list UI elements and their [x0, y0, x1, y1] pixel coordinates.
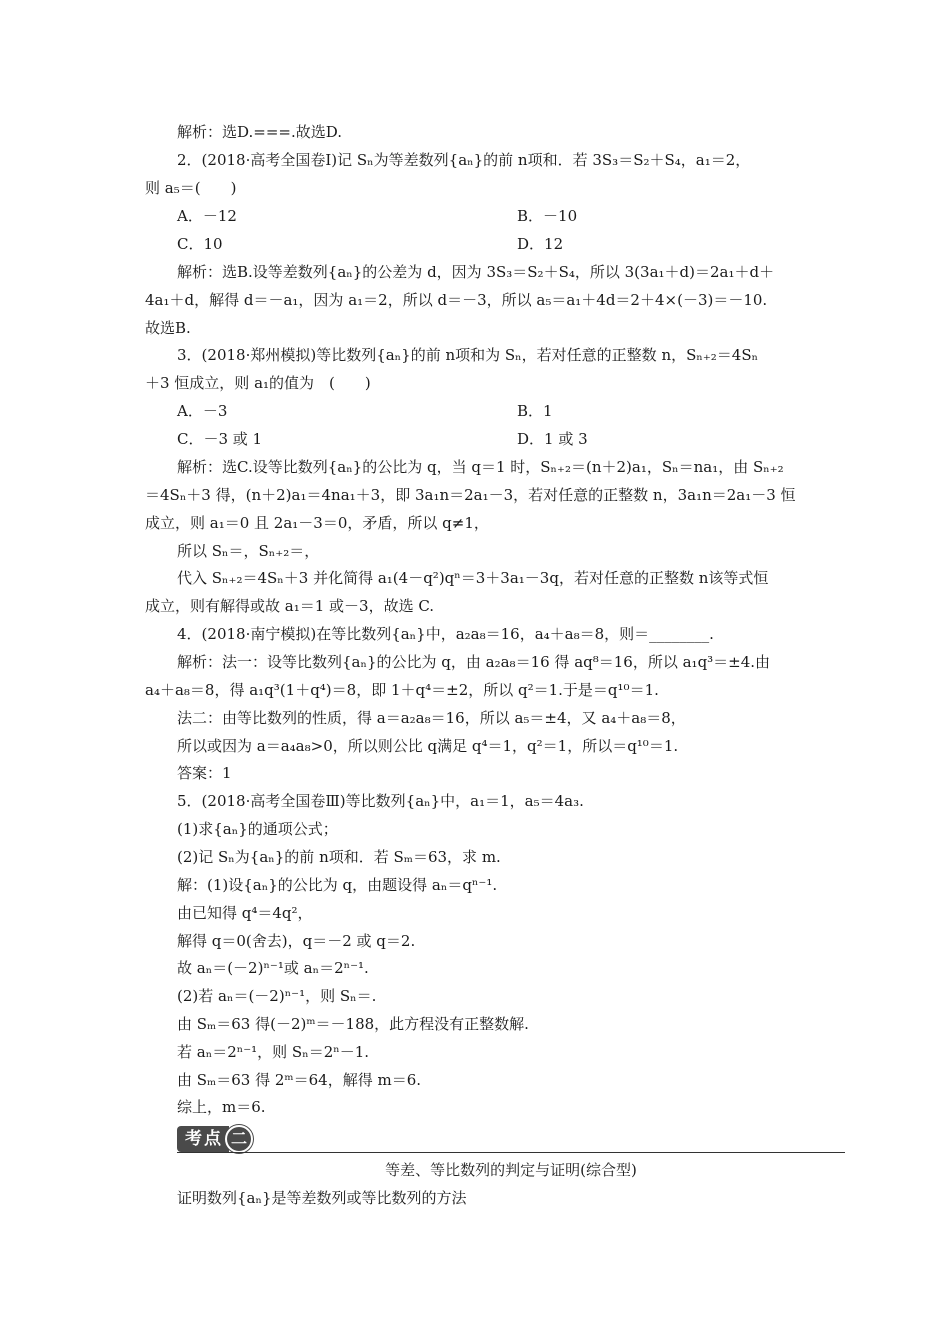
text-line: 由 Sₘ＝63 得 2ᵐ＝64，解得 m＝6.: [177, 1071, 421, 1089]
option-a: A．－12: [177, 207, 237, 225]
question-2: 2．(2018·高考全国卷Ⅰ)记 Sₙ为等差数列{aₙ}的前 n项和．若 3S₃＝S₂＋S₄，a₁＝2，: [177, 151, 751, 169]
text-line: 成立，则有解得或故 a₁＝1 或－3，故选 C.: [145, 597, 435, 615]
section-badge-label: 考点: [177, 1126, 229, 1152]
text-line: 由已知得 q⁴＝4q²，: [177, 904, 313, 922]
text-line: 故 aₙ＝(－2)ⁿ⁻¹或 aₙ＝2ⁿ⁻¹.: [177, 959, 369, 977]
text-line: 所以 Sₙ＝，Sₙ₊₂＝，: [177, 542, 320, 560]
option-b: B．－10: [517, 207, 578, 225]
text-line: 成立，则 a₁＝0 且 2a₁－3＝0，矛盾，所以 q≠1，: [145, 514, 489, 532]
text-line: 解析：选B.设等差数列{aₙ}的公差为 d，因为 3S₃＝S₂＋S₄，所以 3(3a₁＋d)＝2a₁＋d＋: [177, 263, 775, 281]
option-d: D．12: [517, 235, 564, 253]
option-d: D．1 或 3: [517, 430, 588, 448]
text-line: (1)求{aₙ}的通项公式；: [177, 820, 338, 838]
question-4: 4．(2018·南宁模拟)在等比数列{aₙ}中，a₂a₈＝16，a₄＋a₈＝8，则＝________.: [177, 625, 714, 643]
option-b: B．1: [517, 402, 553, 420]
text-line: ＝4Sₙ＋3 得，(n＋2)a₁＝4na₁＋3，即 3a₁n＝2a₁－3，若对任意的正整数 n，3a₁n＝2a₁－3 恒: [145, 486, 796, 504]
text-line: a₄＋a₈＝8，得 a₁q³(1＋q⁴)＝8，即 1＋q⁴＝±2，所以 q²＝1.于是＝q¹⁰＝1.: [145, 681, 659, 699]
section-title: 等差、等比数列的判定与证明(综合型): [385, 1161, 637, 1179]
text-line: (2)记 Sₙ为{aₙ}的前 n项和．若 Sₘ＝63，求 m.: [177, 848, 501, 866]
section-badge: [177, 1126, 253, 1152]
text-line: 若 aₙ＝2ⁿ⁻¹，则 Sₙ＝2ⁿ－1.: [177, 1043, 370, 1061]
text-line: 故选B.: [145, 319, 191, 337]
section-subheading: 证明数列{aₙ}是等差数列或等比数列的方法: [177, 1189, 467, 1207]
text-line: (2)若 aₙ＝(－2)ⁿ⁻¹，则 Sₙ＝.: [177, 987, 377, 1005]
text-line: 解析：选C.设等比数列{aₙ}的公比为 q，当 q＝1 时，Sₙ₊₂＝(n＋2)a₁，Sₙ＝na₁，由 Sₙ₊₂: [177, 458, 784, 476]
text-line: 由 Sₘ＝63 得(－2)ᵐ＝－188，此方程没有正整数解.: [177, 1015, 529, 1033]
text-line: 综上，m＝6.: [177, 1098, 266, 1116]
text-line: 则 a₅＝( ): [145, 179, 237, 197]
option-a: A．－3: [177, 402, 228, 420]
option-c: C．－3 或 1: [177, 430, 263, 448]
text-line: 解得 q＝0(舍去)，q＝－2 或 q＝2.: [177, 932, 416, 950]
text-line: 所以或因为 a＝a₄a₈>0，所以则公比 q满足 q⁴＝1，q²＝1，所以＝q¹⁰＝1.: [177, 737, 679, 755]
text-line: 4a₁＋d，解得 d＝－a₁，因为 a₁＝2，所以 d＝－3，所以 a₅＝a₁＋4d＝2＋4×(－3)＝－10.: [145, 291, 768, 309]
answer-line: 答案：1: [177, 764, 232, 782]
text-line: 解析：法一：设等比数列{aₙ}的公比为 q，由 a₂a₈＝16 得 aq⁸＝16，所以 a₁q³＝±4.由: [177, 653, 771, 671]
option-c: C．10: [177, 235, 223, 253]
text-line: 解析：选D.===.故选D.: [177, 123, 342, 141]
question-5: 5．(2018·高考全国卷Ⅲ)等比数列{aₙ}中，a₁＝1，a₅＝4a₃.: [177, 792, 584, 810]
section-divider: [177, 1152, 845, 1153]
text-line: 法二：由等比数列的性质，得 a＝a₂a₈＝16，所以 a₅＝±4，又 a₄＋a₈＝8，: [177, 709, 686, 727]
text-line: 解：(1)设{aₙ}的公比为 q，由题设得 aₙ＝qⁿ⁻¹.: [177, 876, 498, 894]
question-3: 3．(2018·郑州模拟)等比数列{aₙ}的前 n项和为 Sₙ，若对任意的正整数 n，Sₙ₊₂＝4Sₙ: [177, 346, 759, 364]
text-line: 代入 Sₙ₊₂＝4Sₙ＋3 并化简得 a₁(4－q²)qⁿ＝3＋3a₁－3q，若对任意的正整数 n该等式恒: [177, 569, 769, 587]
text-line: ＋3 恒成立，则 a₁的值为 ( ): [145, 374, 371, 392]
section-badge-number: 二: [225, 1125, 253, 1153]
